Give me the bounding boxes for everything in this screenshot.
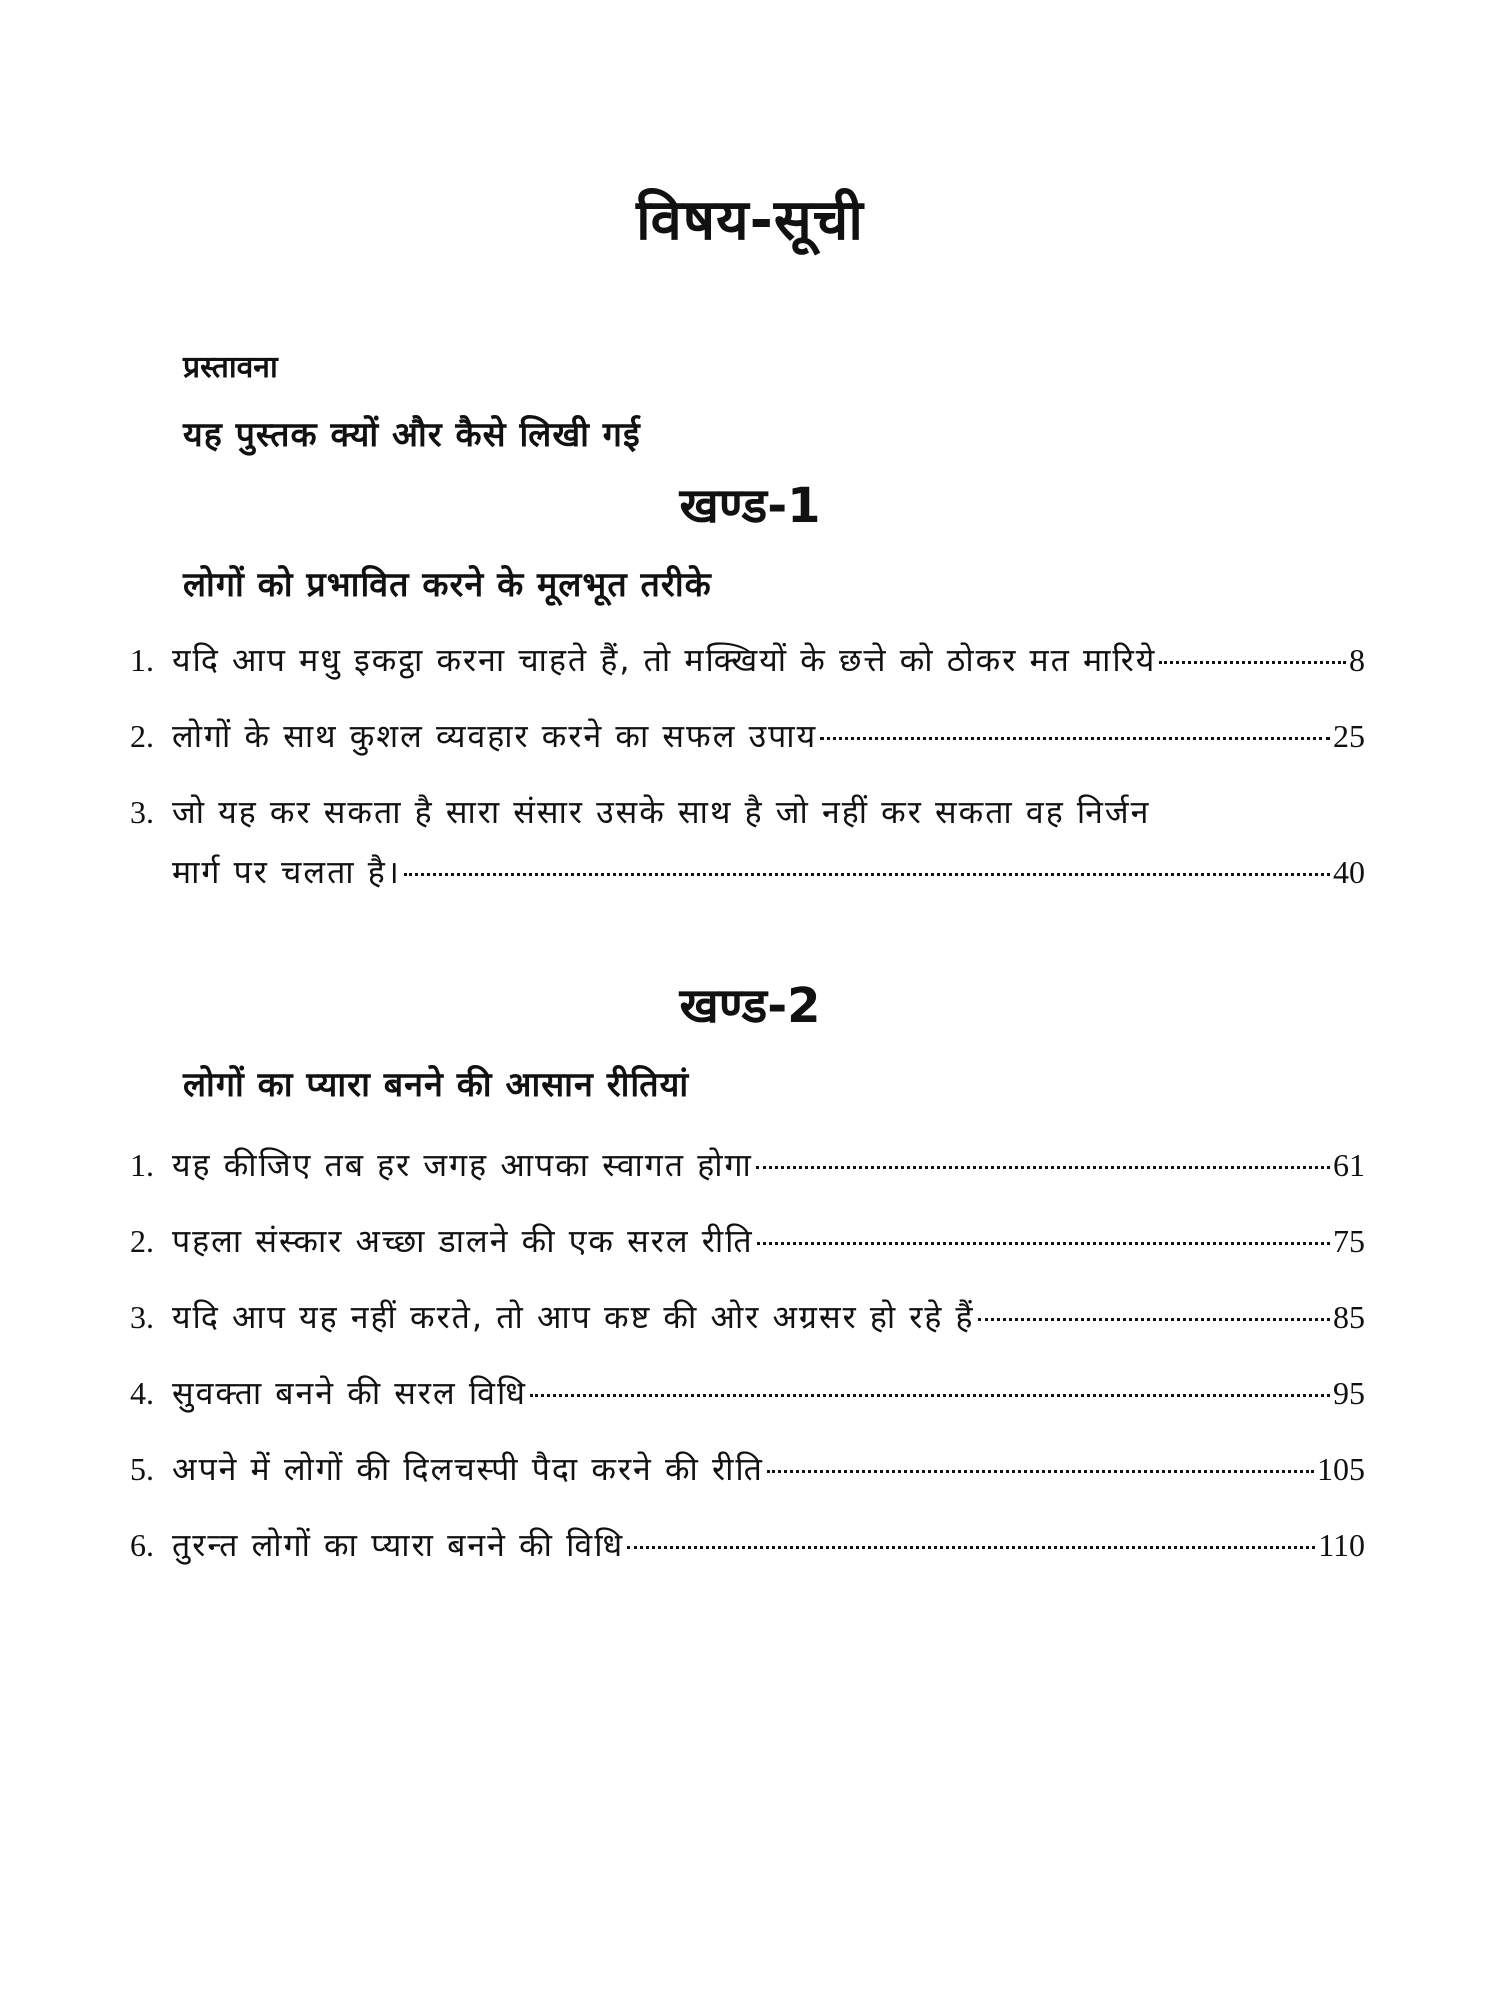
toc-entry — [130, 640, 1365, 680]
toc-entry-page: 85 — [1333, 1299, 1365, 1335]
toc-entry-number: 4. — [130, 1375, 154, 1411]
toc-entry-title: यह कीजिए तब हर जगह आपका स्वागत होगा — [172, 1146, 753, 1184]
toc-entry-number: 2. — [130, 718, 154, 754]
section-1-subtitle: लोगों को प्रभावित करने के मूलभूत तरीके — [183, 565, 712, 605]
preface-heading: प्रस्तावना — [183, 350, 278, 385]
toc-entry — [130, 1373, 1365, 1413]
section-2-subtitle: लोगों का प्यारा बनने की आसान रीतियां — [183, 1065, 690, 1105]
toc-entry — [130, 1221, 1365, 1261]
toc-entry-number: 1. — [130, 642, 154, 678]
toc-entry-page: 25 — [1333, 718, 1365, 754]
toc-entry-line-1 — [130, 792, 1365, 832]
dot-leader — [820, 737, 1330, 740]
dot-leader — [756, 1166, 1330, 1169]
dot-leader — [530, 1394, 1330, 1397]
dot-leader — [767, 1470, 1314, 1473]
dot-leader — [757, 1242, 1330, 1245]
toc-entry-number: 1. — [130, 1147, 154, 1183]
toc-entry-number: 6. — [130, 1527, 154, 1563]
toc-entry — [130, 716, 1365, 756]
toc-entry-title: यदि आप मधु इकट्ठा करना चाहते हैं, तो मक्खियों के छत्ते को ठोकर मत मारिये — [172, 641, 1157, 679]
toc-entry-page: 61 — [1333, 1147, 1365, 1183]
toc-entry-page: 95 — [1333, 1375, 1365, 1411]
toc-entry-title: यदि आप यह नहीं करते, तो आप कष्ट की ओर अग्रसर हो रहे हैं — [172, 1298, 975, 1336]
toc-entry-number: 2. — [130, 1223, 154, 1259]
toc-entry-number: 3. — [130, 1299, 154, 1335]
toc-entry — [130, 1297, 1365, 1337]
toc-entry-title: अपने में लोगों की दिलचस्पी पैदा करने की रीति — [172, 1450, 764, 1488]
toc-entry-page: 40 — [1333, 854, 1365, 890]
toc-entry-number: 3. — [130, 794, 154, 830]
toc-entry-number: 5. — [130, 1451, 154, 1487]
section-1-title: खण्ड-1 — [679, 478, 821, 534]
dot-leader — [404, 873, 1330, 876]
toc-entry-line-2 — [130, 852, 1365, 892]
toc-entry-title: सुवक्ता बनने की सरल विधि — [172, 1374, 527, 1412]
section-2-title: खण्ड-2 — [679, 978, 821, 1034]
toc-entry-page: 110 — [1318, 1527, 1365, 1563]
toc-entry-title-continued: मार्ग पर चलता है। — [172, 853, 401, 891]
dot-leader — [978, 1318, 1330, 1321]
dot-leader — [1159, 661, 1346, 664]
toc-entry-page: 75 — [1333, 1223, 1365, 1259]
toc-entry-title: पहला संस्कार अच्छा डालने की एक सरल रीति — [172, 1222, 754, 1260]
dot-leader — [627, 1546, 1315, 1549]
toc-entry-title: तुरन्त लोगों का प्यारा बनने की विधि — [172, 1526, 625, 1564]
page-title: विषय-सूची — [636, 188, 864, 253]
toc-entry — [130, 1525, 1365, 1565]
preface-subtitle: यह पुस्तक क्यों और कैसे लिखी गई — [183, 415, 641, 455]
toc-entry — [130, 1145, 1365, 1185]
toc-entry — [130, 1449, 1365, 1489]
toc-entry-page: 8 — [1349, 642, 1365, 678]
toc-entry-title: लोगों के साथ कुशल व्यवहार करने का सफल उपाय — [172, 717, 818, 755]
toc-entry-page: 105 — [1317, 1451, 1365, 1487]
toc-entry-title: जो यह कर सकता है सारा संसार उसके साथ है जो नहीं कर सकता वह निर्जन — [172, 793, 1151, 831]
